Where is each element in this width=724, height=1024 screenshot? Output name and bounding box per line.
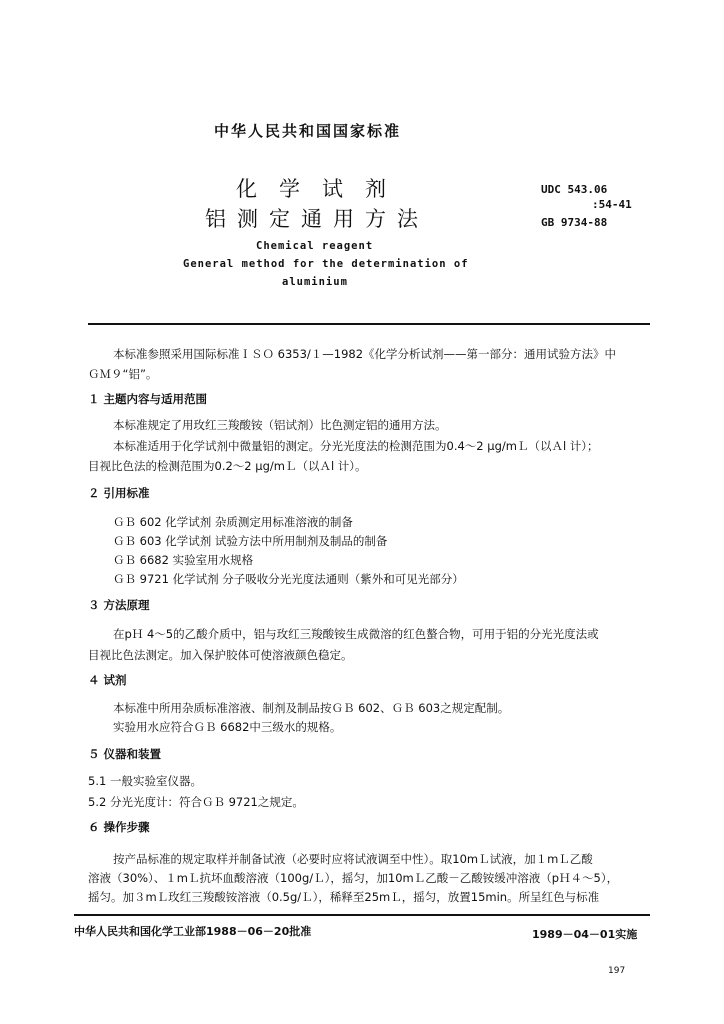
standard-title: 中华人民共和国国家标准 [214, 122, 402, 140]
effective-date: 1989－04－01实施 [532, 928, 638, 941]
english-title-line2: General method for the determination of [183, 258, 469, 270]
approval-note: 中华人民共和国化学工业部1988－06－20批准 [74, 925, 312, 938]
english-title-line3: aluminium [282, 276, 348, 288]
footer-divider [74, 914, 650, 916]
section-1-paragraph-1: 本标准规定了用玫红三羧酸铵（铝试剂）比色测定铝的通用方法。 [113, 418, 447, 432]
section-4-line1: 本标准中所用杂质标准溶液、制剂及制品按ＧＢ 602、ＧＢ 603之规定配制。 [113, 701, 510, 715]
section-2-heading: ２ 引用标准 [88, 486, 150, 500]
section-6-line2: 溶液（30%）、１mＬ抗坏血酸溶液（100g/Ｌ），摇匀，加10mＬ乙酸－乙酸铵缓冲溶液（pＨ４～5）， [88, 871, 619, 885]
section-5-1: 5.1 一般实验室仪器。 [88, 774, 202, 788]
section-5-2: 5.2 分光光度计：符合ＧＢ 9721之规定。 [88, 795, 304, 809]
section-1-paragraph-2-line1: 本标准适用于化学试剂中微量铝的测定。分光光度法的检测范围为0.4～2 μg/mＬ（以Ａl 计）； [113, 439, 599, 453]
section-3-line1: 在pＨ 4～5的乙酸介质中，铝与玫红三羧酸铵生成微溶的红色螯合物，可用于铝的分光光度法或 [113, 627, 599, 641]
intro-line1: 本标准参照采用国际标准ＩＳＯ 6353/１—1982《化学分析试剂——第一部分：通用试验方法》中 [113, 347, 617, 361]
section-3-heading: ３ 方法原理 [88, 598, 150, 612]
udc-number-continued: :54-41 [592, 198, 632, 211]
reference-item: ＧＢ 9721 化学试剂 分子吸收分光光度法通则（紫外和可见光部分） [113, 572, 464, 586]
reference-item: ＧＢ 6682 实验室用水规格 [113, 553, 254, 567]
section-3-line2: 目视比色法测定。加入保护胶体可使溶液颜色稳定。 [88, 648, 353, 662]
english-title-line1: Chemical reagent [256, 240, 374, 252]
section-5-heading: ５ 仪器和装置 [88, 747, 162, 761]
section-4-line2: 实验用水应符合ＧＢ 6682中三级水的规格。 [113, 720, 342, 734]
header-divider [88, 323, 650, 325]
section-6-line1: 按产品标准的规定取样并制备试液（必要时应将试液调至中性）。取10mＬ试液，加１mＬ乙酸 [113, 852, 593, 866]
section-6-line3: 摇匀。加３mＬ玫红三羧酸铵溶液（0.5g/Ｌ），稀释至25mＬ，摇匀，放置15min。所呈红色与标准 [88, 890, 600, 904]
document-title-line1: 化学试剂 [236, 177, 408, 201]
section-1-heading: １ 主题内容与适用范围 [88, 392, 208, 406]
intro-line2: ＧＭ９“铝”。 [88, 367, 158, 381]
udc-number: UDC 543.06 [541, 183, 608, 196]
reference-item: ＧＢ 603 化学试剂 试验方法中所用制剂及制品的制备 [113, 534, 388, 548]
section-1-paragraph-2-line2: 目视比色法的检测范围为0.2～2 μg/mＬ（以Ａl 计）。 [88, 459, 367, 473]
page-number: 197 [608, 966, 626, 976]
section-6-heading: ６ 操作步骤 [88, 820, 150, 834]
section-4-heading: ４ 试剂 [88, 673, 127, 687]
document-title-line2: 铝测定通用方法 [205, 207, 429, 231]
gb-number: GB 9734-88 [541, 216, 608, 229]
reference-item: ＧＢ 602 化学试剂 杂质测定用标准溶液的制备 [113, 515, 353, 529]
